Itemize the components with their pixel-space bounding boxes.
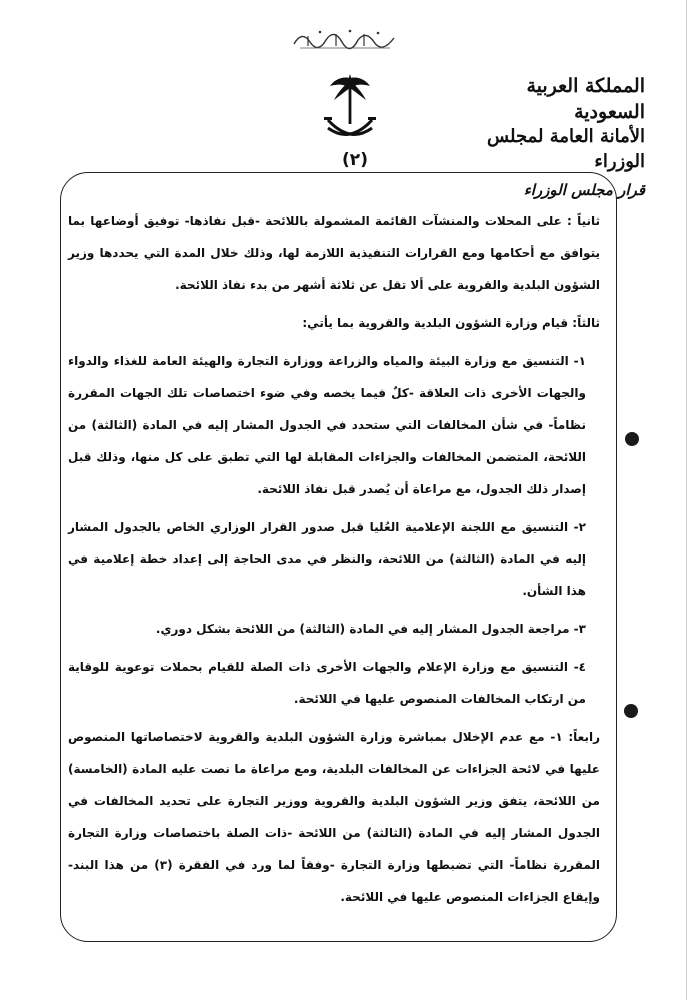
clause-second: ثانياً : على المحلات والمنشآت القائمة المشمولة باللائحة -قبل نفاذها- توفيق أوضاعها بما يتوافق مع أحكامها ومع القرارات التنفيذية اللازمة لها، وذلك خلال المدة التي يحددها وزير الشؤون البلدية والقروية على ألا تقل عن ثلاثة أشهر من بدء نفاذ اللائحة. <box>68 214 600 292</box>
kingdom-name: المملكة العربية السعودية <box>526 75 645 123</box>
decision-label: قرار مجلس الوزراء <box>523 180 645 199</box>
document-body <box>68 205 600 919</box>
clause-third-intro: ثالثاً: قيام وزارة الشؤون البلدية والقروية بما يأتي: <box>302 316 600 330</box>
scan-edge-line <box>686 0 687 1000</box>
basmala-calligraphy <box>290 22 400 56</box>
clause-fourth: رابعاً: ١- مع عدم الإخلال بمباشرة وزارة الشؤون البلدية والقروية لاختصاصاتها المنصوص عليها في لائحة الجزاءات عن المخالفات البلدية، ومع مراعاة ما نصت عليه المادة (الخامسة) من اللائحة، يتفق وزير الشؤون البلدية والقروية ووزير التجارة على تحديد المخالفات في الجدول المشار إليه في المادة (الثالثة) من اللائحة -ذات الصلة باختصاصات وزارة التجارة المقررة نظاماً- التي تضبطها وزارة التجارة -وفقاً لما ورد في الفقرة (٣) من هذا البند- وإيقاع الجزاءات المنصوص عليها في اللائحة. <box>68 730 600 904</box>
clause-third-item-1: ١- التنسيق مع وزارة البيئة والمياه والزراعة ووزارة التجارة والهيئة العامة للغذاء والدواء والجهات الأخرى ذات العلاقة -كلٌ فيما يخصه وفي ضوء اختصاصات تلك الجهات المقررة نظاماً- في شأن المخالفات التي ستحدد في الجدول المشار إليه في المادة (الثالثة) من اللائحة، المتضمن المخالفات والجزاءات المقابلة لها التي تطبق على كل منها، وذلك قبل إصدار ذلك الجدول، مع مراعاة أن يُصدر قبل نفاذ اللائحة. <box>68 354 586 496</box>
punch-hole <box>625 432 639 446</box>
clause-third-item-2: ٢- التنسيق مع اللجنة الإعلامية العُليا قبل صدور القرار الوزاري الخاص بالجدول المشار إليه في المادة (الثالثة) من اللائحة، والنظر في مدى الحاجة إلى إعداد خطة إعلامية في هذا الشأن. <box>68 520 586 598</box>
page-number: (٢) <box>342 150 368 170</box>
clause-third-item-3: ٣- مراجعة الجدول المشار إليه في المادة (الثالثة) من اللائحة بشكل دوري. <box>155 622 586 636</box>
saudi-emblem-icon <box>320 72 380 150</box>
punch-hole <box>624 704 638 718</box>
secretariat-name: الأمانة العامة لمجلس الوزراء <box>487 126 645 172</box>
clause-third-item-4: ٤- التنسيق مع وزارة الإعلام والجهات الأخرى ذات الصلة للقيام بحملات توعوية للوقاية من ارتكاب المخالفات المنصوص عليها في اللائحة. <box>68 660 586 706</box>
